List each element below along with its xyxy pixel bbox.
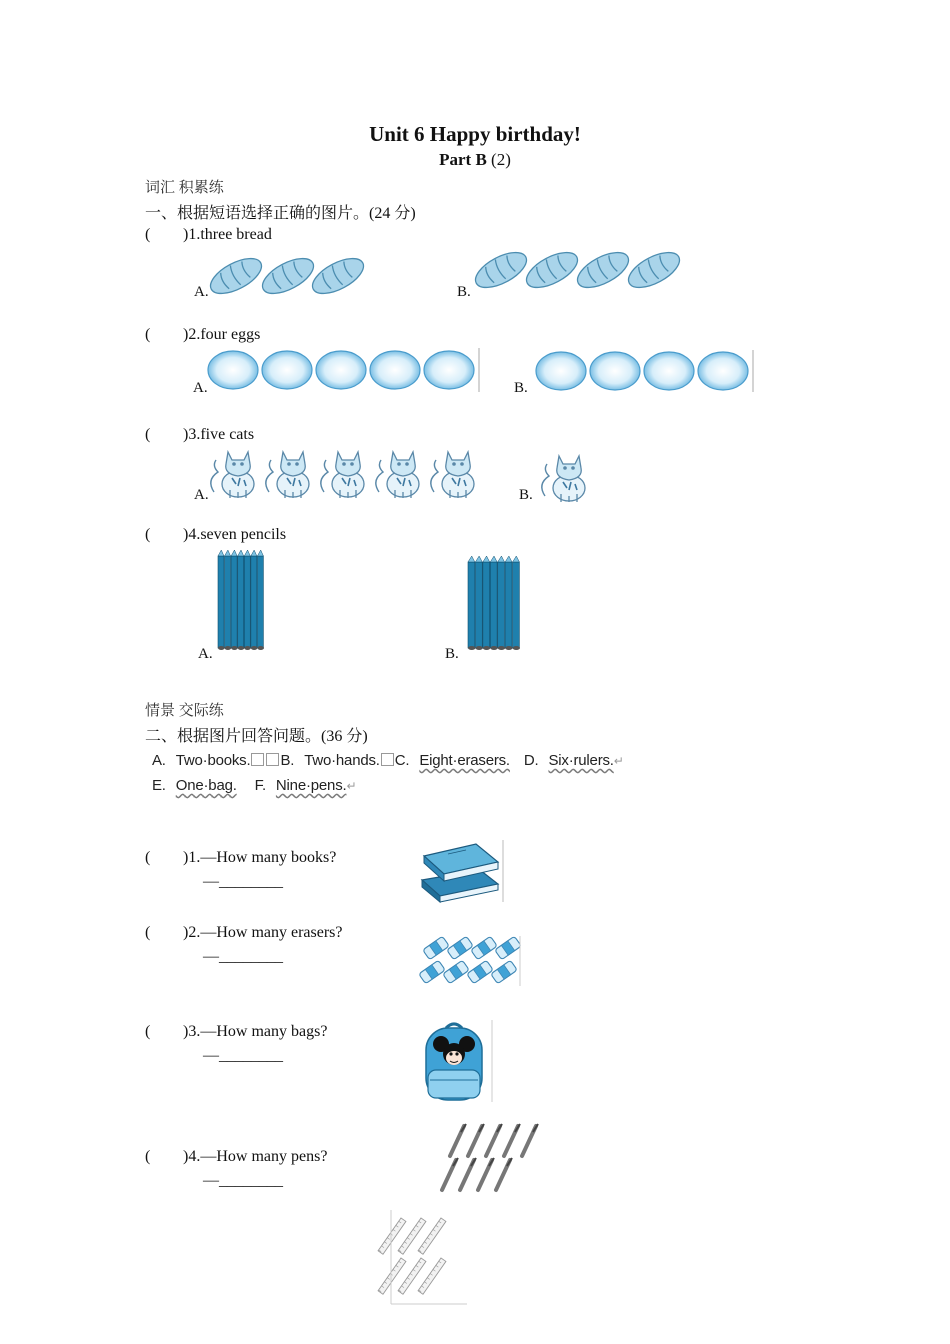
choice-a-text: Two·books. xyxy=(175,752,251,769)
eraser-icon xyxy=(423,936,450,960)
paragraph-mark: ↵ xyxy=(346,779,357,793)
eggs-image-a xyxy=(207,348,481,394)
s1-q1-option-a: A. xyxy=(194,284,209,300)
s2-q3-answer-blank[interactable]: —________ xyxy=(203,1047,283,1064)
pencil-icon xyxy=(490,562,497,648)
pencil-icon xyxy=(238,556,244,648)
eraser-icon xyxy=(471,936,498,960)
cat-icon xyxy=(266,452,309,498)
s1-q3-option-b: B. xyxy=(519,487,533,503)
s1-q1-text: )1.three bread xyxy=(183,226,272,243)
cat-icon xyxy=(542,456,585,502)
s1-q3-text: )3.five cats xyxy=(183,426,255,443)
pencil-icon xyxy=(231,556,237,648)
pencil-icon xyxy=(225,556,231,648)
bread-image-b xyxy=(474,246,686,296)
choice-box xyxy=(381,753,394,766)
erasers-image xyxy=(418,934,522,988)
choice-e-text: One·bag. xyxy=(175,777,237,794)
s1-q3-option-a: A. xyxy=(194,487,209,503)
section1-heading: 一、根据短语选择正确的图片。(24 分) xyxy=(145,205,416,222)
page-subtitle xyxy=(0,150,950,170)
page-title: Unit 6 Happy birthday! xyxy=(369,122,581,146)
s2-q3-text: )3.—How many bags? xyxy=(183,1023,328,1040)
s1-q2-text: )2.four eggs xyxy=(183,326,261,343)
pencil-icon xyxy=(218,556,224,648)
choice-b-key: B. xyxy=(280,752,295,769)
pencil-icon xyxy=(505,562,512,648)
cat-icon xyxy=(431,452,474,498)
s1-q1-option-b: B. xyxy=(457,284,471,300)
answer-choices-row-1 xyxy=(152,752,624,769)
s1-q4-paren: ( xyxy=(145,526,151,543)
choice-a-key: A. xyxy=(152,752,166,769)
pencil-icon xyxy=(475,562,482,648)
cat-icon xyxy=(376,452,419,498)
choice-d-text: Six·rulers. xyxy=(548,752,614,769)
s2-q3-paren: ( xyxy=(145,1023,151,1040)
cat-icon xyxy=(321,452,364,498)
s2-q2-paren: ( xyxy=(145,924,151,941)
paragraph-mark: ↵ xyxy=(613,754,624,768)
pencil-icon xyxy=(257,556,263,648)
choice-e-key: E. xyxy=(152,777,166,794)
books-image xyxy=(418,840,506,904)
s2-q4-paren: ( xyxy=(145,1148,151,1165)
eraser-icon xyxy=(491,960,518,984)
eraser-icon xyxy=(419,960,446,984)
s1-q4-option-a: A. xyxy=(198,646,213,662)
s1-q2-option-a: A. xyxy=(193,380,208,396)
choice-f-key: F. xyxy=(254,777,266,794)
s1-q4-text: )4.seven pencils xyxy=(183,526,287,543)
eraser-icon xyxy=(443,960,470,984)
pencil-icon xyxy=(251,556,257,648)
s2-q4-answer-blank[interactable]: —________ xyxy=(203,1172,283,1189)
choice-c-text: Eight·erasers. xyxy=(419,752,510,769)
choice-d-key: D. xyxy=(523,752,539,769)
eraser-icon xyxy=(467,960,494,984)
cat-icon xyxy=(211,452,254,498)
pencils-image-b xyxy=(465,556,523,656)
pencil-icon xyxy=(468,562,475,648)
choice-b-text: Two·hands. xyxy=(304,752,380,769)
pencil-icon xyxy=(498,562,505,648)
s2-q4-text: )4.—How many pens? xyxy=(183,1148,328,1165)
choice-box xyxy=(266,753,279,766)
pencil-icon xyxy=(244,556,250,648)
choice-f-text: Nine·pens. xyxy=(275,777,347,794)
s1-q3-paren: ( xyxy=(145,426,151,443)
cats-image-b xyxy=(537,450,599,502)
pencils-image-a xyxy=(215,550,267,660)
subtitle-number: (2) xyxy=(486,150,511,169)
s1-q2-option-b: B. xyxy=(514,380,528,396)
backpack-image xyxy=(414,1018,494,1104)
s1-q1-paren: ( xyxy=(145,226,151,243)
s2-q1-paren: ( xyxy=(145,849,151,866)
section2-heading: 二、根据图片回答问题。(36 分) xyxy=(145,728,368,745)
answer-choices-row-2 xyxy=(152,777,356,794)
subtitle-part: Part B xyxy=(439,150,487,169)
section2-label: 情景 交际练 xyxy=(145,703,224,719)
pencil-icon xyxy=(483,562,490,648)
pens-image xyxy=(428,1120,524,1194)
eraser-icon xyxy=(447,936,474,960)
s1-q2-paren: ( xyxy=(145,326,151,343)
pencil-icon xyxy=(513,562,520,648)
s2-q1-text: )1.—How many books? xyxy=(183,849,337,866)
eggs-image-b xyxy=(534,350,756,394)
s2-q1-answer-blank[interactable]: —________ xyxy=(203,873,283,890)
section1-label: 词汇 积累练 xyxy=(145,180,224,196)
cats-image-a xyxy=(208,446,488,500)
choice-c-key: C. xyxy=(394,752,410,769)
choice-box xyxy=(251,753,264,766)
eraser-icon xyxy=(495,936,522,960)
bread-image-a xyxy=(208,252,366,298)
rulers-image xyxy=(391,1210,469,1306)
s2-q2-answer-blank[interactable]: —________ xyxy=(203,948,283,965)
s1-q4-option-b: B. xyxy=(445,646,459,662)
s2-q2-text: )2.—How many erasers? xyxy=(183,924,343,941)
